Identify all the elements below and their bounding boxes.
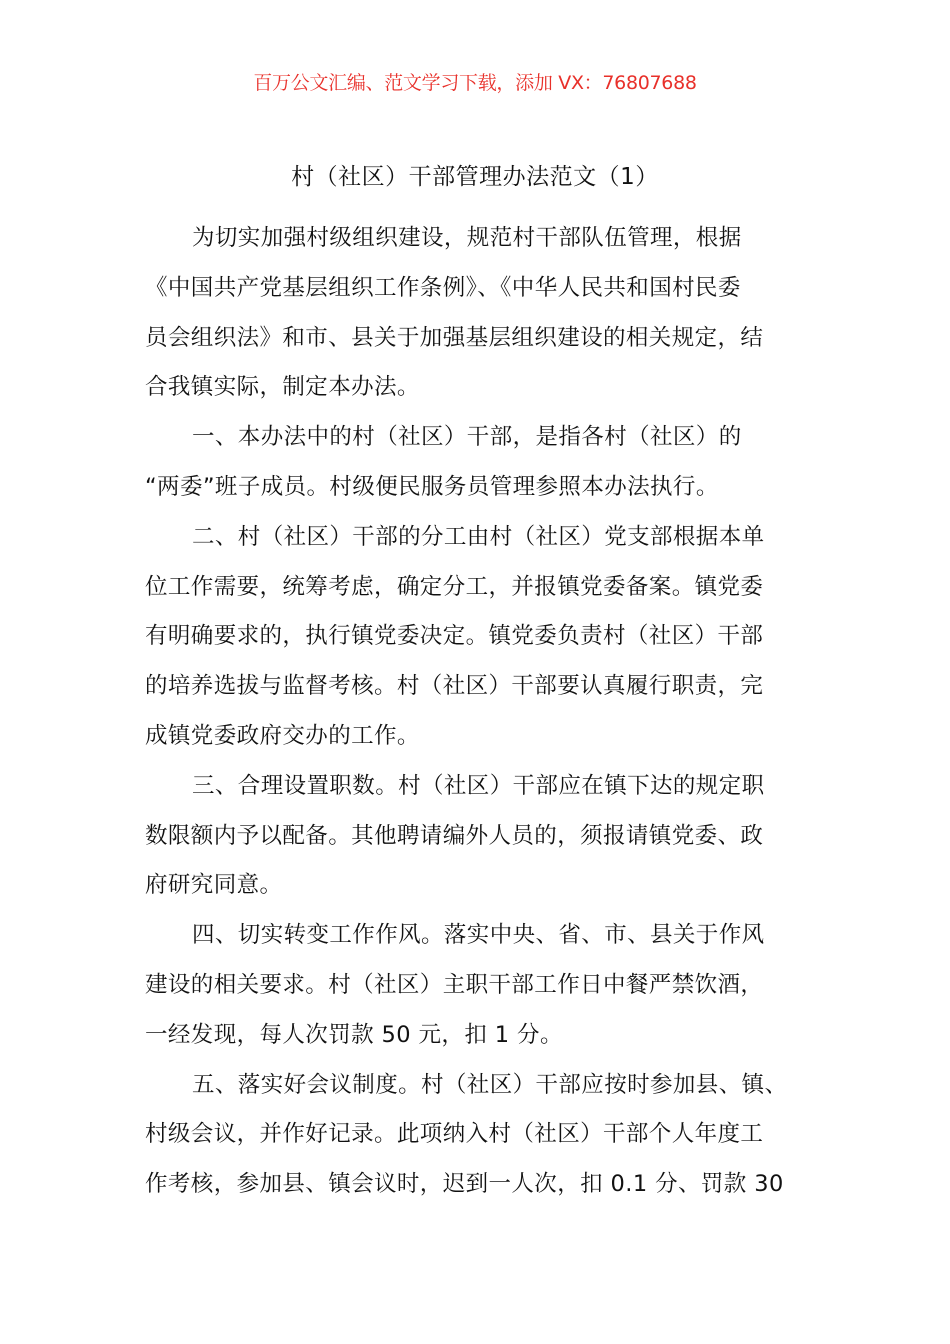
paragraph-line: 作考核，参加县、镇会议时，迟到一人次，扣 0.1 分、罚款 30 — [145, 1171, 784, 1198]
paragraph-line: 一经发现，每人次罚款 50 元，扣 1 分。 — [145, 1021, 563, 1048]
paragraph — [145, 918, 805, 1067]
paragraph — [145, 1068, 805, 1217]
paragraph-line: 五、落实好会议制度。村（社区）干部应按时参加县、镇、 — [192, 1071, 788, 1098]
paragraph-line: 《中国共产党基层组织工作条例》、《中华人民共和国村民委 — [145, 274, 741, 301]
paragraph-line: 员会组织法》和市、县关于加强基层组织建设的相关规定，结 — [145, 324, 764, 351]
paragraph-line: “两委”班子成员。村级便民服务员管理参照本办法执行。 — [145, 473, 719, 500]
paragraph-line: 四、切实转变工作作风。落实中央、省、市、县关于作风 — [192, 922, 765, 949]
watermark-header: 百万公文汇编、范文学习下载，添加 VX：76807688 — [253, 72, 697, 94]
paragraph — [145, 221, 805, 420]
paragraph-line: 一、本办法中的村（社区）干部，是指各村（社区）的 — [192, 424, 742, 451]
paragraph-line: 合我镇实际，制定本办法。 — [145, 374, 420, 401]
document-body — [145, 221, 805, 1217]
paragraph-line: 为切实加强村级组织建设，规范村干部队伍管理，根据 — [192, 225, 742, 251]
paragraph — [145, 420, 805, 520]
paragraph-line: 的培养选拔与监督考核。村（社区）干部要认真履行职责，完 — [145, 673, 764, 700]
paragraph-line: 村级会议，并作好记录。此项纳入村（社区）干部个人年度工 — [145, 1121, 764, 1148]
paragraph-line: 二、村（社区）干部的分工由村（社区）党支部根据本单 — [192, 523, 765, 550]
paragraph — [145, 769, 805, 918]
paragraph-line: 府研究同意。 — [145, 872, 283, 899]
paragraph-line: 三、合理设置职数。村（社区）干部应在镇下达的规定职 — [192, 772, 765, 799]
paragraph-line: 成镇党委政府交办的工作。 — [145, 722, 420, 749]
paragraph-line: 有明确要求的，执行镇党委决定。镇党委负责村（社区）干部 — [145, 623, 764, 650]
paragraph-line: 位工作需要，统筹考虑，确定分工，并报镇党委备案。镇党委 — [145, 573, 764, 600]
document-title: 村（社区）干部管理办法范文（1） — [291, 164, 659, 190]
paragraph-line: 数限额内予以配备。其他聘请编外人员的，须报请镇党委、政 — [145, 822, 764, 849]
paragraph-line: 建设的相关要求。村（社区）主职干部工作日中餐严禁饮酒， — [145, 971, 764, 998]
paragraph — [145, 520, 805, 769]
